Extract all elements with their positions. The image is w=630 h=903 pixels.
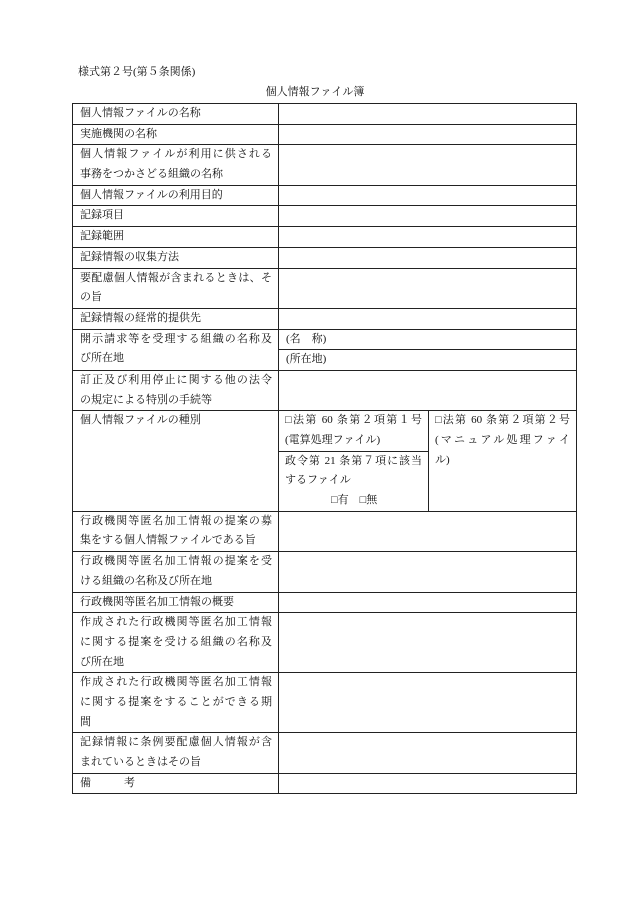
yes-no-checkboxes: □有 □無 <box>331 494 378 507</box>
field-value <box>279 511 577 551</box>
field-label-line: び所在地 <box>80 655 124 668</box>
row-proposal-receiving-office <box>73 552 577 592</box>
file-type-manual-option <box>429 411 577 511</box>
disclosure-office-name-label: (名 称) <box>286 332 327 345</box>
field-value <box>279 145 577 185</box>
row-regular-recipients <box>73 308 577 329</box>
field-label-line: 要配慮個人情報が含まれるときは、そ <box>80 271 272 284</box>
field-value <box>279 206 577 227</box>
personal-info-file-register-table <box>72 103 577 794</box>
row-record-items <box>73 206 577 227</box>
field-label <box>73 145 279 185</box>
field-label-line: 集をする個人情報ファイルである旨 <box>80 534 256 547</box>
field-value <box>279 185 577 206</box>
field-label <box>73 206 279 227</box>
field-label <box>73 370 279 410</box>
field-value <box>279 124 577 145</box>
file-type-electronic-line: □法第 60 条第２項第１号 <box>285 414 422 427</box>
row-file-name <box>73 104 577 125</box>
field-label-line: び所在地 <box>80 352 124 365</box>
row-created-info-proposal-office <box>73 613 577 673</box>
file-type-electronic-option <box>279 411 429 451</box>
field-label-line: 行政機関等匿名加工情報の提案を受 <box>80 555 272 568</box>
field-label <box>73 733 279 773</box>
field-label-line: 開示請求等を受理する組織の名称及 <box>80 332 272 345</box>
field-label-line: 事務をつかさどる組織の名称 <box>80 168 223 181</box>
file-type-ordinance-option <box>279 451 429 511</box>
row-created-info-proposal-period <box>73 673 577 733</box>
disclosure-office-address-cell <box>279 350 577 371</box>
field-label-line: ける組織の名称及び所在地 <box>80 574 212 587</box>
field-label-line: の規定による特別の手続等 <box>80 393 212 406</box>
field-label-line: 記録情報の収集方法 <box>80 250 179 263</box>
file-type-ordinance-line: するファイル <box>285 474 351 487</box>
field-label <box>73 613 279 673</box>
field-label <box>73 329 279 370</box>
field-label-line: 個人情報ファイルの種別 <box>80 414 201 427</box>
row-record-scope <box>73 227 577 248</box>
row-other-procedures <box>73 370 577 410</box>
field-value <box>279 227 577 248</box>
field-label-line: に関する提案を受ける組織の名称及 <box>80 635 272 648</box>
row-disclosure-office <box>73 329 577 350</box>
row-remarks <box>73 773 577 794</box>
field-label-line: 記録範囲 <box>80 230 124 243</box>
field-label <box>73 308 279 329</box>
field-label-line: 記録情報の経常的提供先 <box>80 311 201 324</box>
field-value <box>279 733 577 773</box>
row-special-care-info <box>73 268 577 308</box>
field-label <box>73 247 279 268</box>
field-label-line: の旨 <box>80 291 102 304</box>
file-type-manual-line: □法第 60 条第２項第２号 <box>435 414 570 427</box>
row-file-type <box>73 411 577 451</box>
form-number: 様式第２号(第５条関係) <box>78 66 196 78</box>
field-value <box>279 104 577 125</box>
field-label-line: 記録項目 <box>80 209 124 222</box>
disclosure-office-name-cell <box>279 329 577 350</box>
field-label <box>73 673 279 733</box>
field-label <box>73 773 279 794</box>
field-label <box>73 185 279 206</box>
field-value <box>279 308 577 329</box>
field-value <box>279 268 577 308</box>
field-value <box>279 673 577 733</box>
row-implementing-agency <box>73 124 577 145</box>
field-label-line: まれているときはその旨 <box>80 756 201 768</box>
field-value <box>279 370 577 410</box>
field-label-line: 備 考 <box>80 776 135 789</box>
field-label-line: 記録情報に条例要配慮個人情報が含 <box>80 736 272 749</box>
field-label <box>73 592 279 613</box>
field-label-line: 個人情報ファイルの利用目的 <box>80 188 223 201</box>
field-label-line: 個人情報ファイルの名称 <box>80 107 201 119</box>
row-anonymized-info-solicitation <box>73 511 577 551</box>
field-label-line: 作成された行政機関等匿名加工情報 <box>80 616 272 629</box>
row-ordinance-special-care-info <box>73 733 577 773</box>
field-label <box>73 552 279 592</box>
file-type-manual-line: ル) <box>435 453 450 466</box>
file-type-manual-line: (マニュアル処理ファイ <box>435 434 570 446</box>
document-title: 個人情報ファイル簿 <box>265 86 365 98</box>
row-responsible-organization <box>73 145 577 185</box>
field-label <box>73 104 279 125</box>
field-label-line: 行政機関等匿名加工情報の概要 <box>80 595 234 608</box>
row-anonymized-info-summary <box>73 592 577 613</box>
file-type-ordinance-line: 政令第 21 条第７項に該当 <box>285 454 422 467</box>
field-value <box>279 552 577 592</box>
field-value <box>279 773 577 794</box>
field-label <box>73 511 279 551</box>
field-label <box>73 411 279 511</box>
field-label <box>73 124 279 145</box>
field-value <box>279 247 577 268</box>
field-label-line: に関する提案をすることができる期 <box>80 695 272 708</box>
row-purpose-of-use <box>73 185 577 206</box>
field-value <box>279 613 577 673</box>
field-label-line: 実施機関の名称 <box>80 127 157 140</box>
disclosure-office-address-label: (所在地) <box>286 353 327 366</box>
field-label <box>73 227 279 248</box>
field-label-line: 個人情報ファイルが利用に供される <box>80 148 272 161</box>
field-label-line: 行政機関等匿名加工情報の提案の募 <box>80 514 272 527</box>
field-label <box>73 268 279 308</box>
file-type-electronic-line: (電算処理ファイル) <box>285 434 381 446</box>
field-label-line: 間 <box>80 715 91 728</box>
row-collection-method <box>73 247 577 268</box>
field-label-line: 訂正及び利用停止に関する他の法令 <box>80 373 272 386</box>
field-value <box>279 592 577 613</box>
field-label-line: 作成された行政機関等匿名加工情報 <box>80 676 272 689</box>
